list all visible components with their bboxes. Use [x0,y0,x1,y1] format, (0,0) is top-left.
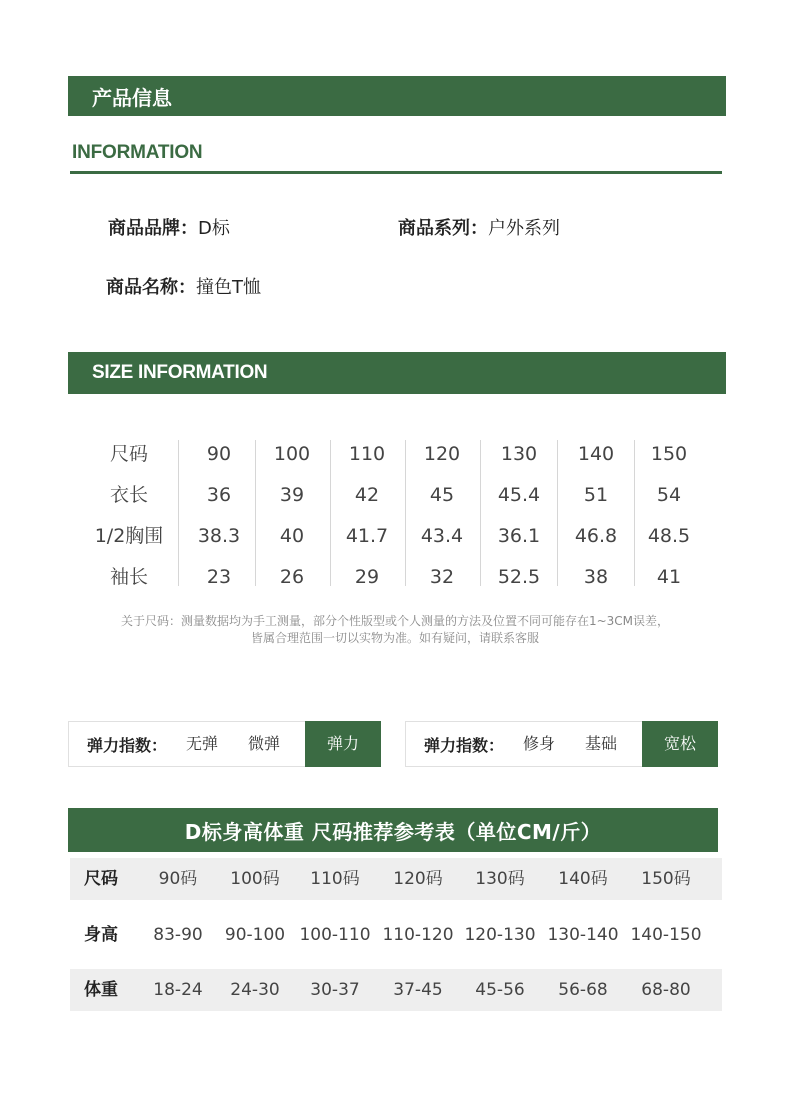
size-table-divider [634,440,635,586]
size-cell-length: 42 [354,484,380,506]
series-label: 商品系列： [398,218,488,239]
product-info-bar [68,76,726,116]
brand-field [108,214,230,240]
recommend-cell-weight: 37-45 [393,980,443,1000]
size-information-bar [68,352,726,394]
size-cell-chest: 48.5 [647,525,691,547]
size-table-divider [405,440,406,586]
size-cell-chest: 41.7 [345,525,389,547]
size-cell-sleeve: 29 [354,566,380,588]
recommend-cell-weight: 45-56 [475,980,525,1000]
size-cell-chest: 38.3 [197,525,241,547]
fit-selector [405,721,717,767]
size-cell-sleeve: 52.5 [497,566,541,588]
size-cell-chest: 46.8 [574,525,618,547]
elasticity-selector [68,721,380,767]
recommend-row-height [70,914,722,956]
size-cell-size: 120 [423,443,461,465]
recommend-table-title: D标身高体重 尺码推荐参考表（单位CM/斤） [68,808,718,852]
recommend-cell-height: 110-120 [382,925,454,945]
recommend-cell-height: 90-100 [224,925,286,945]
size-row-label-chest: 1/2胸围 [94,525,164,547]
elasticity-label: 弹力指数： [87,735,168,755]
size-table-divider [330,440,331,586]
size-cell-sleeve: 26 [279,566,305,588]
size-cell-sleeve: 32 [429,566,455,588]
size-cell-length: 36 [206,484,232,506]
series-value: 户外系列 [488,218,560,239]
recommend-cell-size: 110码 [310,869,360,889]
size-cell-chest: 43.4 [420,525,464,547]
recommend-cell-weight: 18-24 [153,980,203,1000]
elasticity-option-slight[interactable]: 微弹 [248,734,281,753]
recommend-cell-size: 120码 [393,869,443,889]
name-label: 商品名称： [106,277,196,298]
recommend-cell-weight: 24-30 [230,980,280,1000]
recommend-cell-size: 140码 [558,869,608,889]
recommend-row-weight [70,969,722,1011]
product-info-title: 产品信息 [92,85,172,110]
size-cell-chest: 36.1 [497,525,541,547]
name-value: 撞色T恤 [196,277,261,298]
elasticity-option-stretch[interactable]: 弹力 [305,721,381,767]
size-cell-length: 45 [429,484,455,506]
fit-option-loose[interactable]: 宽松 [642,721,718,767]
size-note-line1: 关于尺码：测量数据均为手工测量，部分个性版型或个人测量的方法及位置不同可能存在1~3CM误差， [120,614,670,628]
recommend-cell-weight: 56-68 [558,980,608,1000]
brand-value: D标 [198,218,230,239]
recommend-cell-size: 90码 [158,869,198,889]
fit-label: 弹力指数： [424,735,505,755]
size-cell-size: 90 [206,443,232,465]
size-row-label-size: 尺码 [109,443,148,465]
size-cell-size: 150 [650,443,688,465]
size-row-label-sleeve: 袖长 [109,566,148,588]
recommend-row-label-size: 尺码 [84,869,118,889]
size-cell-length: 45.4 [497,484,541,506]
size-cell-length: 51 [583,484,609,506]
recommend-cell-weight: 30-37 [310,980,360,1000]
size-cell-length: 54 [656,484,682,506]
information-heading: INFORMATION [72,142,203,163]
recommend-cell-height: 130-140 [547,925,619,945]
size-cell-size: 100 [273,443,311,465]
size-cell-size: 140 [577,443,615,465]
size-cell-chest: 40 [279,525,305,547]
size-cell-sleeve: 38 [583,566,609,588]
size-table-divider [557,440,558,586]
size-cell-length: 39 [279,484,305,506]
series-field [398,214,560,240]
recommend-cell-height: 120-130 [464,925,536,945]
size-cell-sleeve: 41 [656,566,682,588]
brand-label: 商品品牌： [108,218,198,239]
fit-option-regular[interactable]: 基础 [585,734,618,753]
recommend-cell-height: 140-150 [630,925,702,945]
recommend-cell-size: 150码 [641,869,691,889]
size-cell-size: 130 [500,443,538,465]
recommend-cell-height: 100-110 [299,925,371,945]
recommend-cell-size: 100码 [230,869,280,889]
recommend-row-label-weight: 体重 [84,980,118,1000]
fit-option-slim[interactable]: 修身 [523,734,556,753]
recommend-row-label-height: 身高 [84,925,118,945]
size-note-line2: 皆属合理范围一切以实物为准。如有疑问，请联系客服 [250,631,539,645]
recommend-cell-weight: 68-80 [641,980,691,1000]
size-table-divider [255,440,256,586]
recommend-cell-size: 130码 [475,869,525,889]
recommend-row-size [70,858,722,900]
elasticity-option-none[interactable]: 无弹 [186,734,219,753]
size-cell-size: 110 [348,443,386,465]
size-information-title: SIZE INFORMATION [92,362,268,383]
information-divider [70,171,722,174]
size-row-label-length: 衣长 [109,484,148,506]
size-table-divider [480,440,481,586]
size-table-divider [178,440,179,586]
size-cell-sleeve: 23 [206,566,232,588]
name-field [106,273,261,299]
recommend-cell-height: 83-90 [153,925,203,945]
